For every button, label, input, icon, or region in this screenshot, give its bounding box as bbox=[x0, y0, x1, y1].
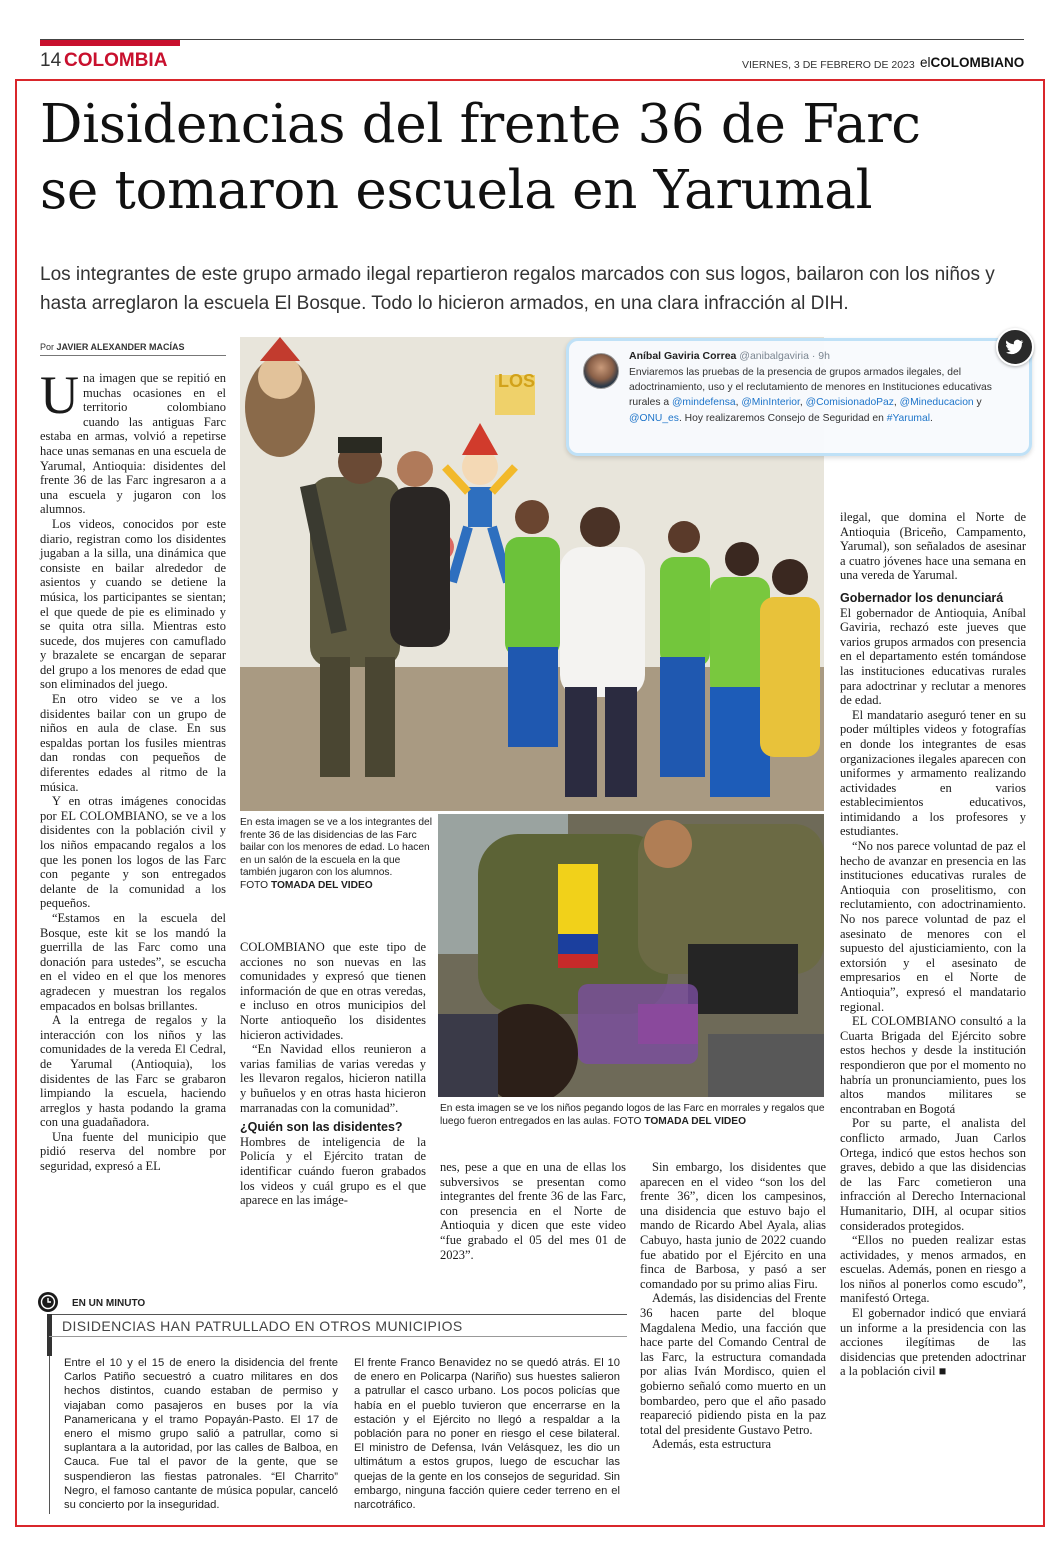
article-column-1 bbox=[40, 365, 226, 1174]
paragraph: Y en otras imágenes conocidas por EL COLOMBIANO, se ve a los disidentes con la población civil y los niños empacando regalos a los que les ponen los logos de las Farc con pegante y son entregados delante de la comunidad a los pequeños. bbox=[40, 794, 226, 911]
credit-source: TOMADA DEL VIDEO bbox=[270, 879, 373, 891]
paragraph: Además, esta estructura bbox=[652, 1437, 772, 1452]
byline bbox=[40, 341, 185, 353]
tweet-card bbox=[566, 338, 1032, 456]
section-accent-bar bbox=[40, 40, 180, 46]
article-column-2 bbox=[240, 940, 426, 1208]
paragraph: Además, las disidencias del Frente 36 hacen parte del bloque Magdalena Medio, una facción que hace parte del Comando Central de las Farc, la estructura comandada por alias Iván Mordisco, quien el gobierno señaló como muerto en un bombardeo, pero que el año pasado reapareció pidiendo pista en la paz total del presidente Gustavo Petro. bbox=[640, 1291, 826, 1437]
paragraph: Los videos, conocidos por este diario, registran como los disidentes jugaban a la silla, una dinámica que consiste en bailar alrededor de asientos y cuando se detiene la música, los participantes se sientan; el que quede de pie es eliminado y se quita otra silla. Mientras esto sucede, dos mujeres con camuflado y brazalete se encargan de separar del grupo a los menores de edad que son eliminados del juego. bbox=[40, 516, 226, 692]
credit-prefix: FOTO bbox=[613, 1115, 642, 1127]
tweet-text-part: . bbox=[930, 412, 933, 424]
tweet-text-part: , bbox=[893, 397, 900, 409]
paragraph: nes, pese a que en una de ellas los subversivos se presentan como integrantes del frente 36 de las Farc, con presencia en el Norte de Antioquia y dicen que este video “fue grabado el 05 del mes 01 de 2023”. bbox=[440, 1160, 626, 1262]
tweet-mention[interactable]: @ONU_es bbox=[629, 412, 679, 424]
paragraph: A la entrega de regalos y la interacción con los niños y las comunidades de la vereda El Cedral, de Yarumal (Antioquia), los disidentes de las Farc se grabaron limpiando la escuela, haciendo arreglos y hasta podando la grama con una guadañadora. bbox=[40, 1013, 226, 1130]
byline-author: JAVIER ALEXANDER MACÍAS bbox=[56, 342, 185, 352]
paragraph: El gobernador de Antioquia, Aníbal Gaviria, rechazó este jueves que varios grupos armados con presencia en el departamento estén tomándose las instituciones educativas rurales para adoctrinar y reclutar a menores de edad. bbox=[840, 605, 1026, 708]
tweet-mention[interactable]: @ComisionadoPaz bbox=[805, 397, 894, 409]
tweet-author-line bbox=[629, 350, 830, 363]
minute-column-1: Entre el 10 y el 15 de enero la disidencia del frente Carlos Patiño secuestró a cuatro militares en dos hechos distintos, cuando estaban de permiso y viajaban como pasajeros en buses por la vía Panamericana y el tramo Popayán-Pasto. El 17 de enero el mismo grupo salió a patrullar, como si suplantara a la autoridad, por las calles de Balboa, en Cauca. Fue tal el pavor de la gente, que se suspendieron las fiestas patronales. “El Charrito” Negro, el famoso cantante de música popular, canceló su concierto por la inseguridad. bbox=[64, 1357, 338, 1512]
tweet-mention[interactable]: @mindefensa bbox=[671, 397, 736, 409]
paragraph: En otro video se ve a los disidentes bailar con un grupo de niños en aula de clase. En sus espaldas portan los fusiles mientras dan rondas con pequeños de diferentes edades al ritmo de la música. bbox=[40, 692, 226, 794]
paragraph-text: El gobernador indicó que enviará un informe a la presidencia con las acciones ilegítimas de las disidencias que pretenden adoctrinar a la población civil bbox=[840, 1306, 1026, 1379]
subheading: ¿Quién son las disidentes? bbox=[240, 1120, 403, 1135]
section-name: COLOMBIA bbox=[64, 50, 168, 71]
brand-prefix: el bbox=[920, 55, 931, 70]
headline bbox=[40, 92, 1030, 224]
photo-credit bbox=[613, 1116, 746, 1127]
minute-title-rule bbox=[49, 1336, 627, 1337]
minute-title: DISIDENCIAS HAN PATRULLADO EN OTROS MUNICIPIOS bbox=[62, 1318, 463, 1334]
twitter-bird-icon bbox=[996, 328, 1034, 366]
tweet-text-part: , bbox=[799, 397, 806, 409]
caption-text: En esta imagen se ve los niños pegando logos de las Farc en morrales y regalos que luego fueron entregados en las aulas. bbox=[440, 1103, 825, 1127]
minute-column-2: El frente Franco Benavidez no se quedó atrás. El 10 de enero en Policarpa (Nariño) sus huestes salieron a patrullar el casco urbano. Los pocos policías que había en el pueblo tuvieron que encerrarse en la estación y el Ejército no llegó a respaldar a la población para no poner en riesgo el cese bilateral. El ministro de Defensa, Iván Velásquez, les dio un ultimátum a estos grupos, luego de escuchar las quejas de la gente en los consejos de seguridad. Sin embargo, ninguna facción quiere ceder terreno en el narcotráfico. bbox=[354, 1357, 620, 1512]
headline-line-2: se tomaron escuela en Yarumal bbox=[40, 160, 873, 221]
headline-line-1: Disidencias del frente 36 de Farc bbox=[40, 94, 921, 155]
end-mark: ■ bbox=[938, 1364, 947, 1379]
photo-caption-1 bbox=[240, 817, 432, 893]
paragraph: “Ellos no pueden realizar estas actividades, y menos armados, en escuelas. Además, ponen en riesgo a los niños al ponerlos como escudo”, manifestó Ortega. bbox=[840, 1233, 1026, 1306]
subheading: Gobernador los denunciará bbox=[840, 590, 1004, 605]
article-column-5 bbox=[840, 510, 1026, 1379]
brand-name: COLOMBIANO bbox=[930, 55, 1025, 70]
tweet-handle: @anibalgaviria · 9h bbox=[739, 350, 830, 362]
minute-box-left-bar bbox=[47, 1314, 52, 1356]
paragraph: Hombres de inteligencia de la Policía y el Ejército tratan de identificar cuándo fueron grabados los videos y cuál grupo es el que aparece en las imáge- bbox=[240, 1134, 426, 1208]
article-column-4 bbox=[640, 1160, 826, 1452]
twitter-bird-glyph bbox=[998, 330, 1032, 364]
clock-icon bbox=[38, 1292, 58, 1312]
article-column-3 bbox=[440, 1160, 626, 1262]
tweet-mention[interactable]: @Mineducacion bbox=[899, 397, 974, 409]
tweet-text-part: . Hoy realizaremos Consejo de Seguridad en bbox=[678, 412, 887, 424]
credit-source: TOMADA DEL VIDEO bbox=[644, 1115, 746, 1127]
tweet-text-part: , bbox=[735, 397, 742, 409]
paragraph: “No nos parece voluntad de paz el hecho de avanzar en presencia en las instituciones educativas rurales de Antioquia con proselitismo, con reclutamiento, con adoctrinamiento. No nos parece voluntad de paz el asesinato de menores con el supuesto del ajusticiamiento, con la extorsión y el asesinato de empresarios en el Norte de Antioquia”, expresó el mandatario regional. bbox=[840, 839, 1026, 1014]
paragraph: “Estamos en la escuela del Bosque, este kit se los mandó la guerrilla de las Farc como una donación para ustedes”, se escucha en el video en el que los menores agradecen y muestran los regalos empacados en bolsas brillantes. bbox=[40, 910, 226, 1013]
tweet-avatar bbox=[583, 353, 619, 389]
paragraph: Sin embargo, los disidentes que aparecen en el video “son los del frente 36”, dicen los campesinos, una disidencia que estuvo bajo el mando de Ricardo Abel Ayala, alias Cabuyo, hasta junio de 2022 cuando fue abatido por el Ejército en una finca de Barbosa, y pasó a ser comandado por su primo alias Firu. bbox=[640, 1160, 826, 1291]
paragraph: ilegal, que domina el Norte de Antioquia (Briceño, Campamento, Yarumal), son señalados de asesinar a cuatro jóvenes hace una semana en una vereda de Yarumal. bbox=[840, 510, 1026, 583]
brand-logo bbox=[920, 55, 1024, 71]
paragraph: El mandatario aseguró tener en su poder múltiples videos y fotografías en donde los integrantes de esas organizaciones ilegales aparecen con uniformes y armamento realizando actividades en varios establecimientos educativos, intimidando a los profesores y estudiantes. bbox=[840, 707, 1026, 839]
paragraph: Por su parte, el analista del conflicto armado, Juan Carlos Ortega, indicó que estos hechos son graves, debido a que las disidencias de las Farc cometieron una infracción al Derecho Internacional Humanitario, DIH, al ocupar sitios considerados protegidos. bbox=[840, 1116, 1026, 1233]
byline-rule bbox=[40, 355, 226, 356]
paragraph: COLOMBIANO que este tipo de acciones no son nuevas en las comunidades y expresó que tienen información de que en otras veredas, e incluso en otros municipios del Norte antioqueño los disidentes hicieron actividades. bbox=[240, 940, 426, 1042]
paragraph: “En Navidad ellos reunieron a varias familias de varias veredas y les llevaron regalos, hicieron natilla y buñuelos y en otras hasta hicieron marranadas con la comunidad”. bbox=[240, 1042, 426, 1115]
paragraph: na imagen que se repitió en muchas ocasiones en el territorio colombiano cuando las antiguas Farc estaba en armas, volvió a repetirse hace unas semanas en una escuela de Yarumal, Antioquia: disidentes del frente 36 de las Farc ingresaron a a una escuela y jugaron con los alumnos. bbox=[40, 371, 226, 517]
minute-kicker: EN UN MINUTO bbox=[72, 1298, 146, 1309]
wall-letters: LOS bbox=[498, 371, 536, 391]
tweet-author: Aníbal Gaviria Correa bbox=[629, 350, 737, 362]
caption-text: En esta imagen se ve a los integrantes del frente 36 de las disidencias de las Farc bailar con los menores de edad. Lo hacen en un salón de la escuela en la que también jugaron con los alumnos. bbox=[240, 817, 432, 879]
header-top-rule bbox=[40, 39, 1024, 40]
page-number: 14 bbox=[40, 50, 62, 71]
credit-prefix: FOTO bbox=[240, 879, 269, 891]
drop-cap: U bbox=[40, 365, 79, 425]
tweet-mention[interactable]: @MinInterior bbox=[741, 397, 800, 409]
tweet-text bbox=[629, 365, 1025, 426]
clock-glyph bbox=[38, 1292, 58, 1312]
paragraph: EL COLOMBIANO consultó a la Cuarta Brigada del Ejército sobre estos hechos y desde la institución respondieron que por el momento no habría un pronunciamiento, pues los altos mandos militares se encontraban en Bogotá bbox=[840, 1014, 1026, 1116]
photo-children-logos bbox=[438, 814, 824, 1097]
tweet-hashtag[interactable]: #Yarumal bbox=[886, 412, 931, 424]
issue-date: VIERNES, 3 DE FEBRERO DE 2023 bbox=[742, 59, 915, 71]
tweet-text-part: Enviaremos las pruebas de la presencia de grupos armados ilegales, del adoctrinamiento, uso y el reclutamiento de menores en Instituciones educativas rurales a bbox=[629, 367, 992, 409]
paragraph bbox=[840, 1306, 1026, 1379]
photo-children-illustration bbox=[438, 814, 824, 1097]
lead-paragraph: Los integrantes de este grupo armado ilegal repartieron regalos marcados con sus logos, bailaron con los niños y hasta arreglaron la escuela El Bosque. Todo lo hicieron armados, en una clara infracción al DIH. bbox=[40, 264, 995, 314]
photo-credit bbox=[240, 880, 373, 891]
byline-prefix: Por bbox=[40, 342, 55, 352]
tweet-text-part: y bbox=[973, 397, 982, 409]
paragraph: Una fuente del municipio que pidió reserva del nombre por seguridad, expresó a EL bbox=[40, 1129, 226, 1174]
photo-caption-2 bbox=[440, 1103, 828, 1128]
